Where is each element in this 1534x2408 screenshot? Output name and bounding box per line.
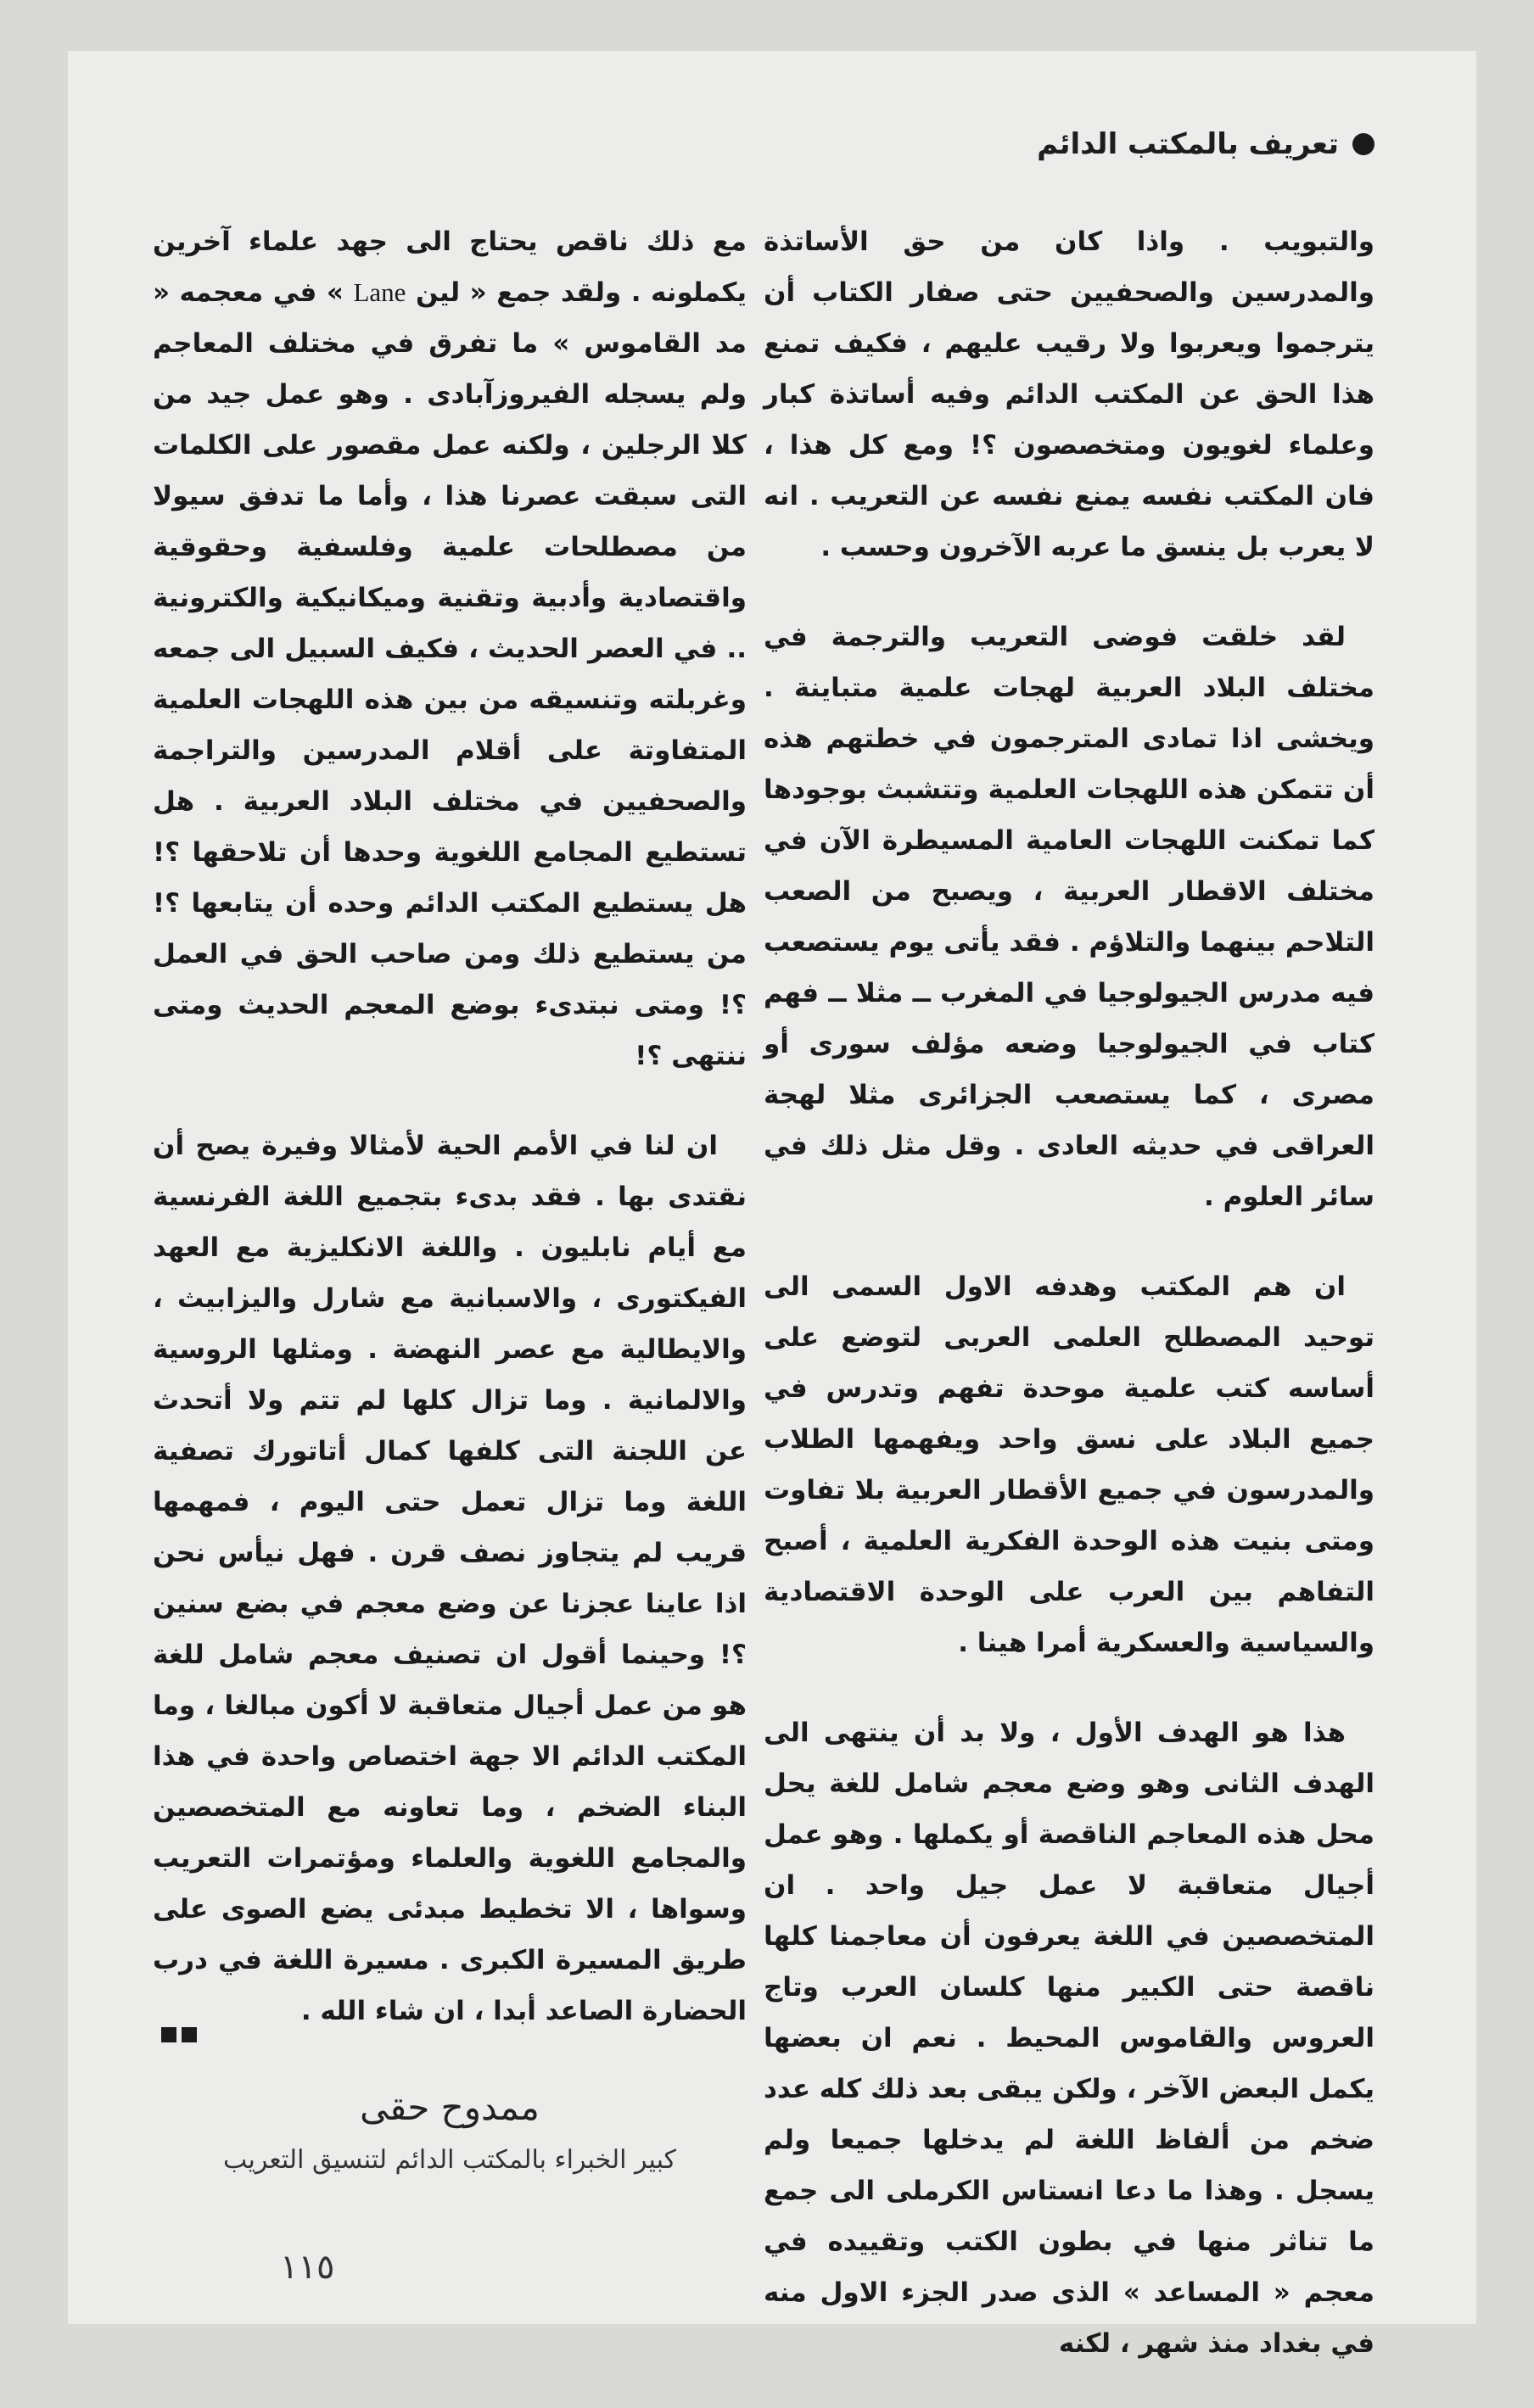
- page-number: ١١٥: [280, 2248, 335, 2287]
- end-marks: [161, 2027, 197, 2042]
- author-title: كبير الخبراء بالمكتب الدائم لتنسيق التعريب: [223, 2145, 676, 2175]
- section-header: [1037, 127, 1374, 161]
- paragraph: [153, 216, 747, 1081]
- paragraph: هذا هو الهدف الأول ، ولا بد أن ينتهى الى الهدف الثانى وهو وضع معجم شامل للغة يحل محل هذه المعاجم الناقصة أو يكملها . وهو عمل أجيال متعاقبة لا عمل جيل واحد . ان المتخصصين في اللغة يعرفون أن معاجمنا كلها ناقصة حتى الكبير منها كلسان العرب وتاج العروس والقاموس المحيط . نعم ان بعضها يكمل البعض الآخر ، ولكن يبقى بعد ذلك كله عدد ضخم من ألفاظ اللغة لم يدخلها جميعا ولم يسجل . وهذا ما دعا انستاس الكرملى الى جمع ما تناثر منها في بطون الكتب وتقييده في معجم « المساعد » الذى صدر الجزء الاول منه في بغداد منذ شهر ، لكنه: [764, 1718, 1374, 2359]
- latin-name: Lane: [353, 277, 406, 307]
- paragraph: والتبويب . واذا كان من حق الأساتذة والمدرسين والصحفيين حتى صفار الكتاب أن يترجموا ويعربوا ولا رقيب عليهم ، فكيف تمنع هذا الحق عن المكتب الدائم وفيه أساتذة كبار وعلماء لغويون ومتخصصون ؟! ومع كل هذا ، فان المكتب نفسه يمنع نفسه عن التعريب . انه لا يعرب بل ينسق ما عربه الآخرون وحسب .: [764, 226, 1374, 562]
- text-run: مع ذلك ناقص يحتاج الى جهد علماء آخرين يكملونه . ولقد جمع « لين: [153, 226, 747, 308]
- signature-block: [153, 2087, 747, 2175]
- author-name: ممدوح حقى: [360, 2087, 540, 2128]
- paragraph: ان هم المكتب وهدفه الاول السمى الى توحيد المصطلح العلمى العربى لتوضع على أساسه كتب علمية موحدة تفهم وتدرس في جميع البلاد على نسق واحد ويفهمها الطلاب والمدرسون في جميع الأقطار العربية بلا تفاوت ومتى بنيت هذه الوحدة الفكرية العلمية ، أصبح التفاهم بين العرب على الوحدة الاقتصادية والسياسية والعسكرية أمرا هينا .: [764, 1271, 1374, 1658]
- square-mark-icon: [161, 2027, 176, 2042]
- paragraph: ان لنا في الأمم الحية لأمثالا وفيرة يصح أن نقتدى بها . فقد بدىء بتجميع اللغة الفرنسية مع أيام نابليون . واللغة الانكليزية مع العهد الفيكتورى ، والاسبانية مع شارل واليزابيث ، والايطالية مع عصر النهضة . ومثلها الروسية والالمانية . وما تزال كلها لم تتم ولا أتحدث عن اللجنة التى كلفها كمال أتاتورك تصفية اللغة وما تزال تعمل حتى اليوم ، فمهمها قريب لم يتجاوز نصف قرن . فهل نيأس نحن اذا عاينا عجزنا عن وضع معجم في بضع سنين ؟! وحينما أقول ان تصنيف معجم شامل للغة هو من عمل أجيال متعاقبة لا أكون مبالغا ، وما المكتب الدائم الا جهة اختصاص واحدة في هذا البناء الضخم ، وما تعاونه مع المتخصصين والمجامع اللغوية والعلماء ومؤتمرات التعريب وسواها ، الا تخطيط مبدئى يضع الصوى على طريق المسيرة الكبرى . مسيرة اللغة في درب الحضارة الصاعد أبدا ، ان شاء الله .: [153, 1131, 747, 2026]
- section-title: تعريف بالمكتب الدائم: [1037, 127, 1339, 161]
- left-column: [153, 216, 747, 2076]
- bullet-icon: [1352, 133, 1374, 155]
- right-column: [764, 216, 1374, 2408]
- text-run: » في معجمه « مد القاموس » ما تفرق في مختلف المعاجم ولم يسجله الفيروزآبادى . وهو عمل جيد من كلا الرجلين ، ولكنه عمل مقصور على الكلمات التى سبقت عصرنا هذا ، وأما ما تدفق سيولا من مصطلحات علمية وفلسفية وحقوقية واقتصادية وأدبية وتقنية وميكانيكية والكترونية .. في العصر الحديث ، فكيف السبيل الى جمعه وغربلته وتنسيقه من بين هذه اللهجات العلمية المتفاوتة على أقلام المدرسين والتراجمة والصحفيين في مختلف البلاد العربية . هل تستطيع المجامع اللغوية وحدها أن تلاحقها ؟! هل يستطيع المكتب الدائم وحده أن يتابعها ؟! من يستطيع ذلك ومن صاحب الحق في العمل ؟! ومتى نبتدىء بوضع المعجم الحديث ومتى ننتهى ؟!: [153, 277, 747, 1071]
- paragraph: لقد خلقت فوضى التعريب والترجمة في مختلف البلاد العربية لهجات علمية متباينة . ويخشى اذا تمادى المترجمون في خطتهم هذه أن تتمكن هذه اللهجات العلمية وتتشبث بوجودها كما تمكنت اللهجات العامية المسيطرة الآن في مختلف الاقطار العربية ، ويصبح من الصعب التلاحم بينهما والتلاؤم . فقد يأتى يوم يستصعب فيه مدرس الجيولوجيا في المغرب ــ مثلا ــ فهم كتاب في الجيولوجيا وضعه مؤلف سورى أو مصرى ، كما يستصعب الجزائرى مثلا لهجة العراقى في حديثه العادى . وقل مثل ذلك في سائر العلوم .: [764, 622, 1374, 1212]
- square-mark-icon: [182, 2027, 197, 2042]
- page: [68, 51, 1476, 2359]
